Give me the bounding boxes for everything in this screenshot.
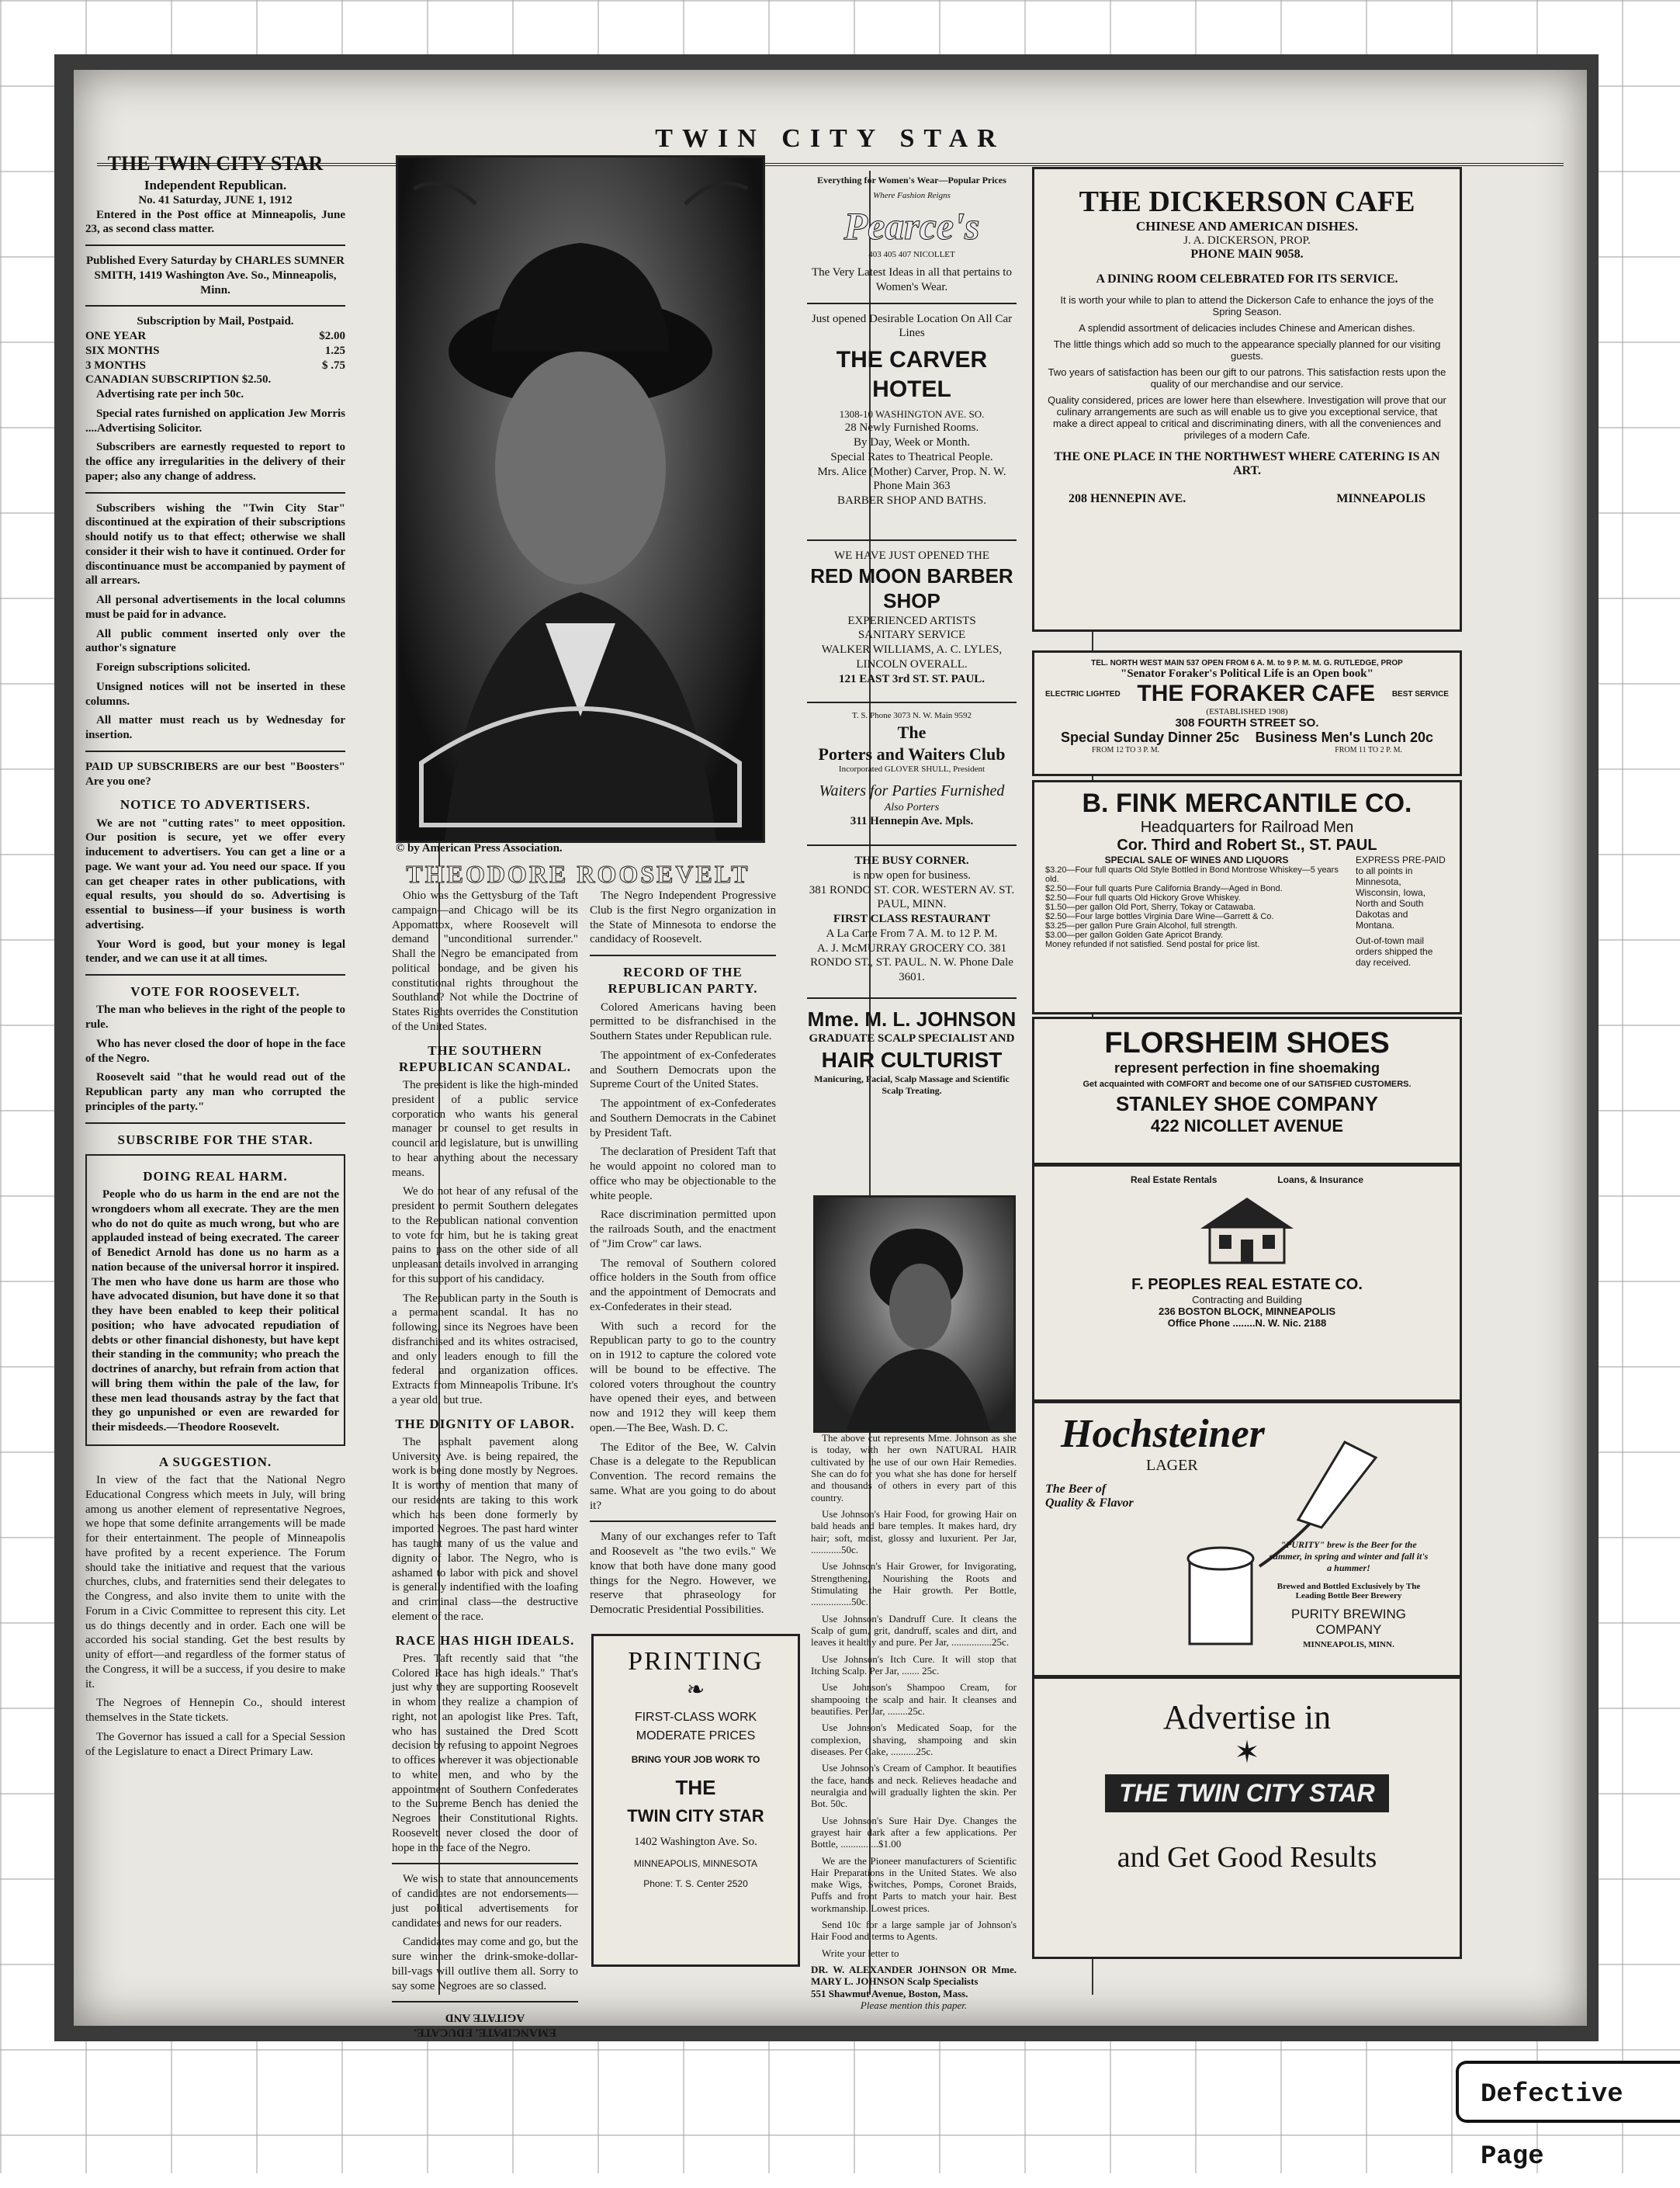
article-text: Pres. Taft recently said that "the Colored Race has high ideals." That's just why they are supporting Roosevelt in whom they realize a champion of right, not an apologist like Pres. Taft, who has sustained the Dred Scott decision by refusing to appoint Negroes to offices wherever it was objectionable to white men, and who by the appointment of Southern Confederates to the Supreme Bench has denied the Negroes their Constitutional Rights. Roosevelt never closed the door of hope in the face of the Negro.: [392, 1652, 578, 1854]
peoples-left: Real Estate Rentals: [1131, 1174, 1218, 1185]
section-heading: THE SOUTHERN REPUBLICAN SCANDAL.: [398, 1042, 572, 1074]
hochsteiner-lager-ad: [1032, 1401, 1462, 1677]
dickerson-footer: [1045, 492, 1449, 506]
foraker-top: TEL. NORTH WEST MAIN 537 OPEN FROM 6 A. M. to 9 P. M. M. G. RUTLEDGE, PROP: [1091, 659, 1403, 667]
johnson-grad: GRADUATE SCALP SPECIALIST AND: [809, 1032, 1015, 1045]
johnson-mention: Please mention this paper.: [860, 1999, 968, 2012]
peoples-name: F. PEOPLES REAL ESTATE CO.: [1131, 1276, 1363, 1293]
foraker-dinner: Special Sunday Dinner 25c: [1061, 730, 1240, 745]
article-text: Use Johnson's Dandruff Cure. It cleans the Scalp of gum, grit, dandruff, scales and dirt, and leaves it healthy and pure. Per Jar, ................25c.: [811, 1612, 1017, 1649]
dickerson-city: MINNEAPOLIS: [1336, 492, 1425, 505]
redmoon-serv: SANITARY SERVICE: [857, 629, 966, 642]
dickerson-para: Quality considered, prices are lower here than elsewhere. Investigation will prove that our culinary arrangements are such as will enable us to give you exceptional service, that make a direct appeal to critical and discriminating diners, with all the conveniences and privileges of a modern Cafe.: [1048, 394, 1446, 441]
article-text: The Negroes of Hennepin Co., should interest themselves in the State tickets.: [85, 1697, 345, 1724]
printing-phone: Phone: T. S. Center 2520: [643, 1878, 748, 1889]
mme-johnson-photo: [813, 1195, 1016, 1433]
carver-special: Special Rates to Theatrical People.: [830, 450, 993, 463]
article-text: We do not hear of any refusal of the president to permit Southern delegates to the Republican national convention to vote for him, but he is taking great pains to pass on the other side of all unpleasant details involved in arranging for this support of his candidacy.: [392, 1185, 578, 1285]
paper-title: THE TWIN CITY STAR: [107, 152, 324, 175]
porters-address: 311 Hennepin Ave. Mpls.: [850, 815, 974, 828]
florsheim-company: STANLEY SHOE COMPANY: [1115, 1092, 1379, 1115]
foraker-lunch-time: FROM 11 TO 2 P. M.: [1335, 746, 1402, 754]
hochsteiner-brewed: Brewed and Bottled Exclusively by The Leading Bottle Beer Brewery: [1276, 1582, 1421, 1600]
article-text: The above cut represents Mme. Johnson as she is today, with her own NATURAL HAIR cultivated by the use of our own Hair Remedies. She can do for you what she has done for herself and thousands of others in every part of this country.: [811, 1432, 1017, 1503]
advertise-in: Advertise in: [1162, 1698, 1332, 1736]
article-text: Race discrimination permitted upon the railroads South, and the enactment of "Jim Crow" car laws.: [590, 1208, 776, 1250]
article-text: Candidates may come and go, but the sure winner the drink-smoke-dollar-bill-vags will outlive them all. Sorry to say some Negroes are so classed.: [392, 1936, 578, 1992]
notice-item: Subscribers wishing the "Twin City Star" discontinued at the expiration of their subscriptions should notify us to that effect; otherwise we shall consider it their wish to have it continued. Order for discontinuance must be accompanied by payment of all arrears.: [85, 501, 345, 588]
article-text: Use Johnson's Hair Grower, for Invigorating, Strengthening, Nourishing the Roots and Stimulating the Hair growth. Per Bottle, ................50c.: [811, 1560, 1017, 1608]
dickerson-para: Two years of satisfaction has been our gift to our patrons. This satisfaction rests upon the quality of our merchandise and our service.: [1048, 366, 1446, 390]
johnson-name: Mme. M. L. JOHNSON: [807, 1007, 1017, 1031]
portrait-caption-area: [396, 842, 760, 889]
carver-address: 1308-10 WASHINGTON AVE. SO.: [839, 408, 985, 420]
busy-open: is now open for business.: [852, 869, 972, 882]
peoples-address: 236 BOSTON BLOCK, MINNEAPOLIS: [1158, 1306, 1335, 1317]
article-text: Use Johnson's Medicated Soap, for the complexion, shaving, shampoing and skin diseases. Per Cake, ..........25c.: [811, 1722, 1017, 1757]
photo-credit: © by American Press Association.: [396, 842, 563, 855]
johnson-text: [811, 1432, 1017, 2011]
article-text: The removal of Southern colored office holders in the South from office and the appointment of Democrats and ex-Confederates in their stead.: [590, 1257, 776, 1313]
dickerson-para: The little things which add so much to the appearance specially planned for our visiting guests.: [1053, 338, 1441, 362]
dickerson-cafe-ad: [1032, 167, 1462, 632]
fink-express: EXPRESS PRE-PAID to all points in Minnesota, Wisconsin, Iowa, North and South Dakotas and Montana.: [1356, 855, 1446, 931]
notice-item: All personal advertisements in the local columns must be paid for in advance.: [85, 594, 345, 621]
fink-mercantile-ad: [1032, 780, 1462, 1014]
foraker-right: BEST SERVICE: [1391, 689, 1449, 699]
article-text: The Governor has issued a call for a Special Session of the Legislature to enact a Direct Primary Law.: [85, 1730, 345, 1758]
fink-item: $3.20—Four full quarts Old Style Bottled in Bond Montrose Whiskey—5 years old.: [1045, 865, 1339, 884]
printing-the: THE: [675, 1776, 716, 1799]
redmoon-address: 121 EAST 3rd ST. ST. PAUL.: [838, 672, 985, 685]
hochsteiner-company: PURITY BREWING COMPANY: [1291, 1607, 1406, 1637]
notice-item: Subscribers are earnestly requested to report to the office any irregularities in the delivery of their paper; also any change of address.: [85, 441, 345, 483]
foraker-address: 308 FOURTH STREET SO.: [1175, 716, 1319, 730]
fink-sale: SPECIAL SALE OF WINES AND LIQUORS: [1104, 855, 1289, 865]
hochsteiner-lager: LAGER: [1146, 1457, 1198, 1474]
fink-item: $3.25—per gallon Pure Grain Alcohol, full strength.: [1045, 921, 1238, 931]
notice-item: All public comment inserted only over the author's signature: [85, 627, 345, 655]
section-heading: RACE HAS HIGH IDEALS.: [395, 1632, 575, 1648]
dickerson-name: THE DICKERSON CAFE: [1079, 186, 1415, 218]
masthead: TWIN CITY STAR: [97, 124, 1564, 166]
fink-address: Cor. Third and Robert St., ST. PAUL: [1117, 837, 1377, 854]
carver-top: Just opened Desirable Location On All Car Lines: [811, 312, 1013, 340]
section-heading: RECORD OF THE REPUBLICAN PARTY.: [608, 965, 758, 997]
florsheim-name: FLORSHEIM SHOES: [1104, 1027, 1390, 1059]
hochsteiner-name: Hochsteiner: [1061, 1412, 1265, 1456]
busy-grocery: A. J. McMURRAY GROCERY CO. 381 RONDO ST., ST. PAUL. N. W. Phone Dale 3601.: [810, 941, 1013, 983]
fink-item: $2.50—Four full quarts Pure California Brandy—Aged in Bond.: [1045, 884, 1283, 893]
article-text: Colored Americans having been permitted to be disfranchised in the Southern States under Republican rule.: [590, 1000, 776, 1042]
hochsteiner-purity: "PURITY" brew is the Beer for the summer, in spring and winter and fall it's a hummer!: [1269, 1539, 1429, 1573]
article-text: People who do us harm in the end are not the wrongdoers whom all execrate. They are the men who do not do quite as much wrong, but who are applauded instead of being execrated. The career of Benedict Arnold has done us no harm as a nation because of the universal horror it inspired. The men who have done us harm are those who have advocated disunion, but have done it so that they have been enabled to keep their political position; who have advocated repudiation of debts or other financial dishonesty, but have kept their standing in the community; who preach the doctrines of anarchy, but refrain from action that will bring them within the pale of the law, for these men lead thousands astray by the fact that they go unpunished or even are rewarded for their misdeeds.—Theodore Roosevelt.: [92, 1188, 339, 1434]
paper-politics: Independent Republican.: [144, 177, 287, 192]
florsheim-tagline: represent perfection in fine shoemaking: [1114, 1060, 1380, 1076]
hochsteiner-city: MINNEAPOLIS, MINN.: [1303, 1640, 1394, 1649]
notice-item: Unsigned notices will not be inserted in these columns.: [85, 680, 345, 708]
redmoon-name: RED MOON BARBER SHOP: [810, 563, 1013, 612]
section-heading: THE DIGNITY OF LABOR.: [395, 1416, 575, 1431]
roosevelt-portrait: [396, 155, 765, 843]
fink-item: $1.50—per gallon Old Port, Sherry, Tokay or Catawaba.: [1045, 903, 1256, 912]
pearces-logo: [807, 191, 1017, 261]
canadian-rate: CANADIAN SUBSCRIPTION $2.50.: [85, 373, 272, 387]
house-icon: [1045, 1190, 1449, 1271]
ads-column-3: [807, 175, 1017, 1097]
section-heading: NOTICE TO ADVERTISERS.: [120, 797, 311, 813]
article-text: The president is like the high-minded president of a public service corporation who wants his general manager or counsel to get results in council and legislature, but is unwilling to hear anything about the necessary means.: [392, 1079, 578, 1179]
peoples-right: Loans, & Insurance: [1277, 1174, 1363, 1185]
porters-inc: Incorporated GLOVER SHULL, President: [838, 765, 985, 774]
johnson-services: Manicuring, Facial, Scalp Massage and Scientific Scalp Treating.: [814, 1073, 1010, 1096]
printing-line: BRING YOUR JOB WORK TO: [631, 1754, 760, 1765]
johnson-hair: HAIR CULTURIST: [821, 1048, 1003, 1072]
article-text: Write your letter to: [822, 1947, 899, 1959]
florsheim-shoes-ad: [1032, 1017, 1462, 1165]
article-text: We are not "cutting rates" to meet opposition. Our position is secure, yet we offer every inducement to advertisers. You can get a line or a page. We want your ad. You need our space. If you can get cheaper rates in other publications, with equal results, you should do so. Advertising is essential to business—if your business is worth advertising.: [85, 817, 345, 931]
printing-address: 1402 Washington Ave. So.: [634, 1836, 757, 1848]
dickerson-address: 208 HENNEPIN AVE.: [1069, 492, 1186, 505]
subscription-title: Subscription by Mail, Postpaid.: [137, 315, 294, 328]
section-heading: SUBSCRIBE FOR THE STAR.: [117, 1132, 313, 1147]
article-text: Use Johnson's Itch Cure. It will stop that Itching Scalp. Per Jar, ....... 25c.: [811, 1652, 1017, 1677]
publisher-info: Published Every Saturday by CHARLES SUMNER SMITH, 1419 Washington Ave. So., Minneapolis, Minn.: [86, 255, 345, 296]
pearces-address: 403 405 407 NICOLLET: [868, 250, 955, 260]
busy-restaurant: FIRST CLASS RESTAURANT: [833, 913, 990, 925]
article-text: Ohio was the Gettysburg of the Taft campaign—and Chicago will be its Appomattox, where Roosevelt will demand "unconditional surrender." Shall the Negro be emancipated from political bondage, and be given his constitutional rights throughout the Southland? Not while the Doctrine of States Rights overrides the Constitution of the United States.: [392, 889, 578, 1033]
article-text: The appointment of ex-Confederates and Southern Democrats in the Cabinet by President Taft.: [590, 1097, 776, 1139]
fink-item: Money refunded if not satisfied. Send postal for price list.: [1045, 940, 1260, 949]
special-rates: Special rates furnished on application Jew Morris ....Advertising Solicitor.: [85, 407, 345, 435]
dickerson-para: It is worth your while to plan to attend the Dickerson Cafe to enhance the joys of the Spring Season.: [1060, 294, 1434, 317]
carver-barber: BARBER SHOP AND BATHS.: [837, 494, 986, 507]
article-text: The appointment of ex-Confederates and Southern Democrats upon the Supreme Court of the United States.: [590, 1049, 776, 1091]
carver-by: By Day, Week or Month.: [853, 436, 971, 449]
peoples-real-estate-ad: [1032, 1164, 1462, 1402]
article-text: We wish to state that announcements of candidates are not endorsements—just political advertisements for candidates and news for our readers.: [392, 1873, 578, 1930]
printing-line: MODERATE PRICES: [636, 1729, 756, 1742]
printing-title: PRINTING: [628, 1647, 764, 1676]
portrait-illustration: [398, 158, 763, 841]
article-text: Send 10c for a large sample jar of Johnson's Hair Food and terms to Agents.: [811, 1919, 1017, 1943]
busy-hours: A La Carte From 7 A. M. to 12 P. M.: [826, 927, 998, 940]
portrait-caption: THEODORE ROOSEVELT: [406, 860, 750, 888]
article-text: The Editor of the Bee, W. Calvin Chase is a delegate to the Republican Convention. The record remains the same. What are you going to do about it?: [590, 1441, 776, 1512]
hochsteiner-slogan: The Beer of Quality & Flavor: [1045, 1482, 1134, 1510]
article-text: The declaration of President Taft that he would appoint no colored man to office who may be objectionable to the white people.: [590, 1146, 776, 1202]
printing-ad: [591, 1634, 800, 1967]
porters-parties: Waiters for Parties Furnished: [819, 782, 1005, 799]
dickerson-phone: PHONE MAIN 9058.: [1190, 248, 1304, 261]
article-text: The man who believes in the right of the people to rule.: [85, 1004, 345, 1031]
foraker-established: (ESTABLISHED 1908): [1206, 707, 1288, 716]
article-text: The Negro Independent Progressive Club is the first Negro organization in the State of Minnesota to endorse the candidacy of Roosevelt.: [590, 889, 776, 946]
paid-up-notice: PAID UP SUBSCRIBERS are our best "Boosters" Are you one?: [85, 760, 345, 788]
foraker-dinner-time: FROM 12 TO 3 P. M.: [1092, 746, 1160, 754]
column-2b: [590, 889, 776, 1622]
ornament-icon: ❧: [686, 1678, 705, 1702]
dickerson-para: A splendid assortment of delicacies includes Chinese and American dishes.: [1079, 322, 1415, 334]
section-heading: VOTE FOR ROOSEVELT.: [130, 984, 300, 999]
porters-name: Porters and Waiters Club: [818, 744, 1006, 764]
section-heading: DOING REAL HARM.: [143, 1168, 288, 1184]
johnson-address: 551 Shawmut Avenue, Boston, Mass.: [811, 1987, 968, 1999]
busy-address: 381 RONDO ST. COR. WESTERN AV. ST. PAUL, MINN.: [809, 883, 1015, 911]
article-text: We are the Pioneer manufacturers of Scientific Hair Preparations in the United States. We also make Wigs, Switches, Pomps, Coronet Braids, Puffs and front Parts to match your hair. Best workmanship. Lowest prices.: [811, 1854, 1017, 1914]
porters-phone: T. S. Phone 3073 N. W. Main 9592: [851, 711, 972, 721]
johnson-signature: DR. W. ALEXANDER JOHNSON OR Mme. MARY L. JOHNSON Scalp Specialists: [811, 1964, 1017, 1988]
article-text: Many of our exchanges refer to Taft and Roosevelt as "the two evils." We know that both have done many good things for the Negro. However, we reserve that phraseology for Democratic Presidential Possibilities.: [590, 1531, 776, 1616]
redmoon-top: WE HAVE JUST OPENED THE: [833, 549, 989, 562]
pearces-name: Pearce's: [843, 203, 980, 248]
foraker-cafe-ad: [1032, 650, 1462, 776]
redmoon-prop: WALKER WILLIAMS, A. C. LYLES, LINCOLN OVERALL.: [821, 643, 1003, 671]
porters-also: Also Porters: [884, 801, 940, 813]
florsheim-address: 422 NICOLLET AVENUE: [1150, 1116, 1344, 1136]
adv-rate: Advertising rate per inch 50c.: [96, 388, 244, 400]
article-text: The asphalt pavement along University Ave. is being repaired, the work is being done mostly by Negroes. It is worthy of mention that many of our residents are taking to this work which has been done formerly by imported Negroes. The past hard winter has taught many of us the value and dignity of labor. The Negro, who is ashamed to labor with pick and shovel is generally indentified with the loafing and criminal class—the destructive element of the race.: [392, 1435, 578, 1623]
dickerson-subtitle: CHINESE AND AMERICAN DISHES.: [1135, 219, 1359, 234]
article-text: Use Johnson's Hair Food, for growing Hair on bald heads and bare temples. It makes hard, dry hair; soft, moist, glossy and luxurient. Per Jar, ............50c.: [811, 1507, 1017, 1555]
star-icon: ✶: [1234, 1735, 1260, 1770]
article-text: The Republican party in the South is a permanent scandal. It has no following, since its Negroes have been disfranchised and its whites ostracised, and only leaders enough to fill the federal and organization offices. Extracts from Minneapolis Tribune. It's a year old, but true.: [392, 1292, 578, 1406]
fink-mail-orders: Out-of-town mail orders shipped the day received.: [1356, 935, 1433, 968]
subscription-rates: ONE YEAR $2.00 SIX MONTHS 1.25 3 MONTHS $ .75: [85, 330, 345, 372]
fink-item: $2.50—Four full quarts Old Hickory Grove Whiskey.: [1045, 893, 1241, 903]
busy-title: THE BUSY CORNER.: [854, 855, 969, 867]
foraker-quote: "Senator Foraker's Political Life is an Open book": [1121, 667, 1373, 680]
carver-rooms: 28 Newly Furnished Rooms.: [844, 421, 979, 435]
article-text: Roosevelt said "that he would read out of the Republican party any man who corrupted the principles of the party.": [85, 1071, 345, 1113]
harm-box: [85, 1154, 345, 1446]
pearces-body: The Very Latest Ideas in all that pertains to Women's Wear.: [812, 266, 1012, 293]
notice-item: All matter must reach us by Wednesday for insertion.: [85, 714, 345, 741]
dickerson-body: [1045, 294, 1449, 441]
foraker-name: THE FORAKER CAFE: [1137, 681, 1376, 706]
fink-item: $3.00—per gallon Golden Gate Apricot Brandy.: [1045, 931, 1224, 940]
dickerson-tagline: THE ONE PLACE IN THE NORTHWEST WHERE CATERING IS AN ART.: [1054, 450, 1440, 477]
fink-name: B. FINK MERCANTILE CO.: [1082, 789, 1412, 818]
pearces-tagline: Where Fashion Reigns: [873, 191, 951, 200]
advertise-in-ad: [1032, 1677, 1462, 1959]
article-text: Use Johnson's Sure Hair Dye. Changes the grayest hair dark after a few applications. Per Bottle, ...............$1.00: [811, 1814, 1017, 1850]
printing-city: MINNEAPOLIS, MINNESOTA: [633, 1858, 758, 1869]
peoples-phone: Office Phone ........N. W. Nic. 2188: [1167, 1317, 1327, 1329]
editorial-column: [85, 151, 345, 1763]
carver-name: THE CARVER HOTEL: [836, 347, 988, 402]
dickerson-prop: J. A. DICKERSON, PROP.: [1183, 234, 1311, 247]
printing-name: TWIN CITY STAR: [627, 1806, 764, 1826]
article-text: With such a record for the Republican party to go to the country on in 1912 to capture the colored vote will be bound to be effective. The colored voters throughout the country have opened their eyes, and between now and 1912 they will keep them open.—The Bee, Wash. D. C.: [590, 1319, 776, 1434]
advertise-results: and Get Good Results: [1117, 1841, 1377, 1874]
porters-the: The: [897, 723, 927, 742]
issue-line: No. 41 Saturday, JUNE 1, 1912: [138, 193, 293, 206]
upside-down-slogan: EMANCIPATE. EDUCATE. AGITATE AND: [414, 2012, 556, 2039]
foraker-lunch: Business Men's Lunch 20c: [1255, 730, 1433, 745]
florsheim-invite: Get acquainted with COMFORT and become one of our SATISFIED CUSTOMERS.: [1082, 1080, 1412, 1089]
pearces-top: Everything for Women's Wear—Popular Prices: [817, 175, 1006, 186]
article-text: Your Word is good, but your money is legal tender, and we can use it at all times.: [85, 938, 345, 966]
dickerson-dining: A DINING ROOM CELEBRATED FOR ITS SERVICE.: [1096, 272, 1398, 286]
redmoon-exp: EXPERIENCED ARTISTS: [847, 614, 976, 627]
defective-page-stamp: Defective Page: [1456, 2061, 1680, 2123]
entered-notice: Entered in the Post office at Minneapolis, June 23, as second class matter.: [85, 208, 345, 236]
peoples-sub: Contracting and Building: [1192, 1294, 1302, 1306]
article-text: Who has never closed the door of hope in the face of the Negro.: [85, 1037, 345, 1065]
fink-hq: Headquarters for Railroad Men: [1140, 819, 1354, 836]
article-text: In view of the fact that the National Negro Educational Congress which meets in July, will bring among us another element of representative Negroes, we hope that some definite arrangements will be made for their entertainment. The people of Minneapolis have profited by a recent experience. The Forum should take the initiative and request that the various churches, clubs, and fraternities send their delegates to the Congress, and also invite them to unite with the Forum in a Civic Committee to represent this city. Let us do things decently and in order. Each one will be accorded his social standing. Get the best results by unity of effort—and regardless of the former status of the Congress, it will be a success, if you desire to make it.: [85, 1474, 345, 1690]
column-2a: [392, 889, 578, 2040]
carver-prop: Mrs. Alice (Mother) Carver, Prop. N. W. Phone Main 363: [817, 465, 1006, 493]
advertise-star: THE TWIN CITY STAR: [1105, 1774, 1388, 1812]
foraker-left: ELECTRIC LIGHTED: [1045, 689, 1121, 699]
article-text: Use Johnson's Cream of Camphor. It beautifies the face, hands and neck. Relieves headache and neuralgia and will gradually lighten the skin. Per Bot. 50c.: [811, 1762, 1017, 1810]
section-heading: A SUGGESTION.: [158, 1454, 272, 1469]
notice-item: Foreign subscriptions solicited.: [96, 661, 251, 674]
printing-line: FIRST-CLASS WORK: [634, 1711, 757, 1724]
johnson-portrait: [816, 1198, 1013, 1430]
article-text: Use Johnson's Shampoo Cream, for shampooing the scalp and hair. It cleanses and beautifies. Per Jar, ........25c.: [811, 1681, 1017, 1717]
fink-item: $2.50—Four large bottles Virginia Dare Wine—Garrett & Co.: [1045, 912, 1274, 921]
